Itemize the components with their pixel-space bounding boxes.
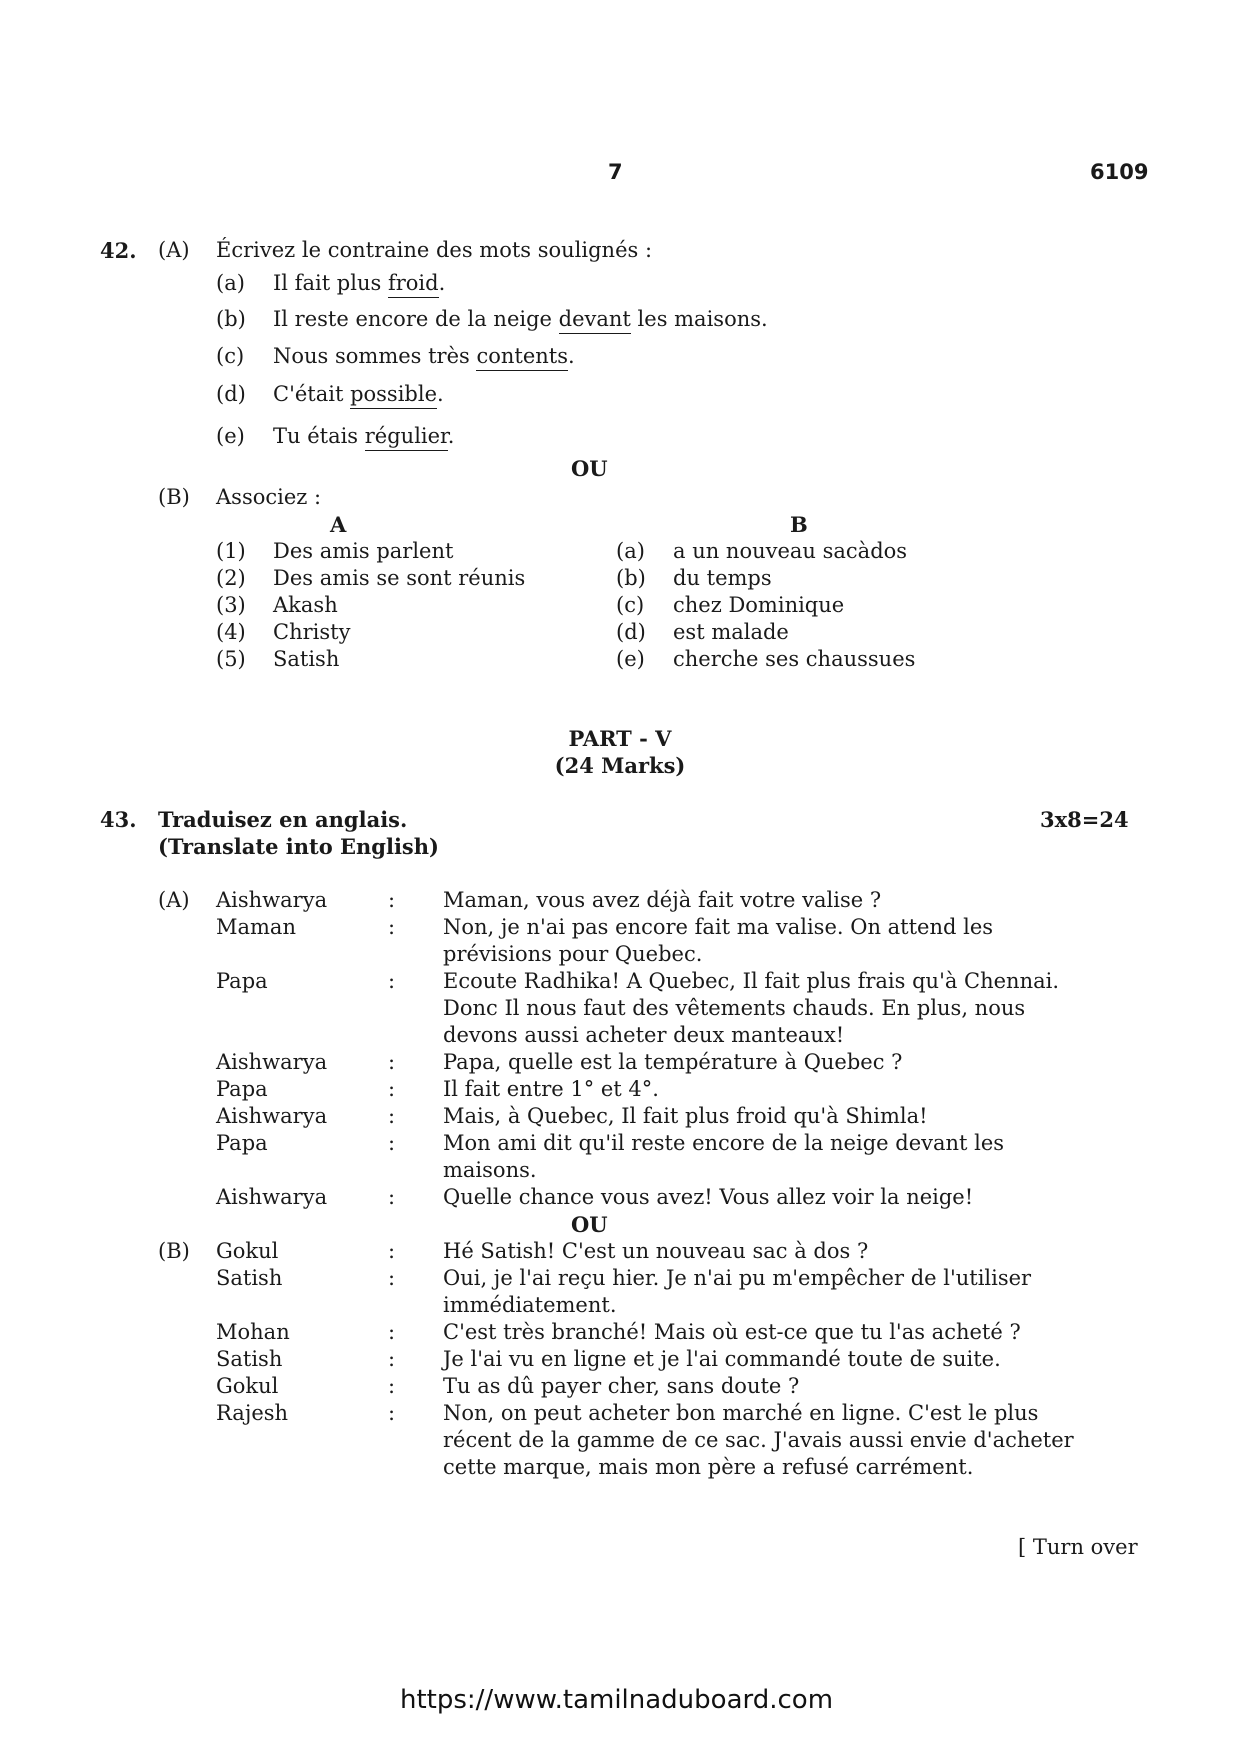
dialogue-line: Il fait entre 1° et 4°. bbox=[443, 1077, 659, 1101]
match-left-label: (2) bbox=[216, 566, 246, 590]
speaker: Mohan bbox=[216, 1320, 290, 1344]
q42-a-instruction: Écrivez le contraine des mots soulignés : bbox=[216, 238, 653, 262]
speaker: Papa bbox=[216, 969, 268, 993]
speaker: Gokul bbox=[216, 1239, 279, 1263]
colon: : bbox=[388, 1185, 396, 1209]
match-right-text: chez Dominique bbox=[673, 593, 845, 617]
speaker: Aishwarya bbox=[216, 888, 328, 912]
q42-a-item: Il fait plus froid. bbox=[273, 270, 445, 297]
match-left-text: Des amis se sont réunis bbox=[273, 566, 526, 590]
colon: : bbox=[388, 1401, 396, 1425]
dialogue-line: Oui, je l'ai reçu hier. Je n'ai pu m'empêcher de l'utiliser immédiatement. bbox=[443, 1266, 1032, 1317]
colon: : bbox=[388, 1239, 396, 1263]
underlined-word: régulier bbox=[365, 424, 448, 451]
match-left-text: Des amis parlent bbox=[273, 539, 454, 563]
colon: : bbox=[388, 1320, 396, 1344]
colon: : bbox=[388, 1104, 396, 1128]
dialogue-line: Non, je n'ai pas encore fait ma valise. On attend les prévisions pour Quebec. bbox=[443, 915, 994, 966]
speaker: Maman bbox=[216, 915, 296, 939]
part-title: PART - V bbox=[568, 726, 672, 751]
dialogue-line: C'est très branché! Mais où est-ce que tu l'as acheté ? bbox=[443, 1320, 1021, 1344]
dialogue-line: Tu as dû payer cher, sans doute ? bbox=[443, 1374, 800, 1398]
dialogue-line: Mon ami dit qu'il reste encore de la neige devant les maisons. bbox=[443, 1131, 1005, 1182]
underlined-word: contents bbox=[476, 344, 568, 371]
match-right-label: (a) bbox=[616, 539, 645, 563]
colon: : bbox=[388, 1347, 396, 1371]
speaker: Papa bbox=[216, 1131, 268, 1155]
speaker: Aishwarya bbox=[216, 1104, 328, 1128]
speaker: Aishwarya bbox=[216, 1185, 328, 1209]
dialogue-line: Papa, quelle est la température à Quebec ? bbox=[443, 1050, 903, 1074]
match-right-label: (c) bbox=[616, 593, 645, 617]
dialogue-line: Je l'ai vu en ligne et je l'ai commandé toute de suite. bbox=[443, 1347, 1001, 1371]
match-right-label: (b) bbox=[616, 566, 646, 590]
colon: : bbox=[388, 888, 396, 912]
match-left-text: Satish bbox=[273, 647, 340, 671]
speaker: Satish bbox=[216, 1266, 283, 1290]
match-left-label: (5) bbox=[216, 647, 246, 671]
footer-url[interactable]: https://www.tamilnaduboard.com bbox=[400, 1685, 834, 1715]
dialogue-a-label: (A) bbox=[158, 888, 190, 912]
match-left-text: Christy bbox=[273, 620, 351, 644]
q42-a-item: Il reste encore de la neige devant les maisons. bbox=[273, 306, 768, 333]
turn-over: [ Turn over bbox=[1018, 1535, 1138, 1559]
q42-or: OU bbox=[571, 456, 608, 481]
match-right-text: cherche ses chaussues bbox=[673, 647, 916, 671]
match-right-label: (e) bbox=[616, 647, 645, 671]
colon: : bbox=[388, 1374, 396, 1398]
dialogue-line: Non, on peut acheter bon marché en ligne. C'est le plus récent de la gamme de ce sac. J'avais aussi envie d'acheter cette marque, mais mon père a refusé carrément. bbox=[443, 1401, 1074, 1479]
dialogue-line: Maman, vous avez déjà fait votre valise ? bbox=[443, 888, 882, 912]
paper-code: 6109 bbox=[1090, 160, 1149, 184]
colon: : bbox=[388, 969, 396, 993]
speaker: Rajesh bbox=[216, 1401, 289, 1425]
match-right-text: est malade bbox=[673, 620, 789, 644]
q42-a-item: C'était possible. bbox=[273, 381, 444, 408]
q42-a-item-label: (a) bbox=[216, 271, 245, 295]
match-left-label: (4) bbox=[216, 620, 246, 644]
match-right-label: (d) bbox=[616, 620, 646, 644]
dialogue-line: Ecoute Radhika! A Quebec, Il fait plus frais qu'à Chennai. Donc Il nous faut des vêtements chauds. En plus, nous devons aussi acheter deux manteaux! bbox=[443, 969, 1060, 1047]
colon: : bbox=[388, 1077, 396, 1101]
colon: : bbox=[388, 915, 396, 939]
dialogue-line: Mais, à Quebec, Il fait plus froid qu'à Shimla! bbox=[443, 1104, 928, 1128]
underlined-word: devant bbox=[559, 307, 631, 334]
dialogue-b-label: (B) bbox=[158, 1239, 190, 1263]
q42-a-item-label: (d) bbox=[216, 382, 246, 406]
underlined-word: possible bbox=[350, 382, 437, 409]
q42-b-instruction: Associez : bbox=[216, 485, 322, 509]
speaker: Papa bbox=[216, 1077, 268, 1101]
q42-number: 42. bbox=[100, 238, 137, 263]
dialogue-line: Hé Satish! C'est un nouveau sac à dos ? bbox=[443, 1239, 869, 1263]
q43-marks: 3x8=24 bbox=[1040, 807, 1129, 832]
underlined-word: froid bbox=[388, 271, 439, 298]
q42-a-label: (A) bbox=[158, 238, 190, 262]
colon: : bbox=[388, 1131, 396, 1155]
q43-number: 43. bbox=[100, 807, 137, 832]
match-left-text: Akash bbox=[273, 593, 338, 617]
part-marks: (24 Marks) bbox=[554, 753, 686, 778]
q42-b-label: (B) bbox=[158, 485, 190, 509]
match-left-label: (1) bbox=[216, 539, 246, 563]
speaker: Aishwarya bbox=[216, 1050, 328, 1074]
colon: : bbox=[388, 1266, 396, 1290]
colon: : bbox=[388, 1050, 396, 1074]
q42-a-item-label: (c) bbox=[216, 344, 245, 368]
match-right-text: a un nouveau sacàdos bbox=[673, 539, 908, 563]
column-a-heading: A bbox=[330, 512, 347, 537]
match-right-text: du temps bbox=[673, 566, 772, 590]
speaker: Satish bbox=[216, 1347, 283, 1371]
speaker: Gokul bbox=[216, 1374, 279, 1398]
q42-a-item-label: (e) bbox=[216, 424, 245, 448]
q42-a-item-label: (b) bbox=[216, 307, 246, 331]
match-left-label: (3) bbox=[216, 593, 246, 617]
q42-a-item: Nous sommes très contents. bbox=[273, 343, 575, 370]
q42-a-item: Tu étais régulier. bbox=[273, 423, 454, 450]
dialogue-line: Quelle chance vous avez! Vous allez voir la neige! bbox=[443, 1185, 974, 1209]
page-number: 7 bbox=[608, 160, 623, 184]
q43-subtitle: (Translate into English) bbox=[158, 834, 439, 859]
q43-title: Traduisez en anglais. bbox=[158, 807, 408, 832]
column-b-heading: B bbox=[790, 512, 808, 537]
q43-or: OU bbox=[571, 1212, 608, 1237]
